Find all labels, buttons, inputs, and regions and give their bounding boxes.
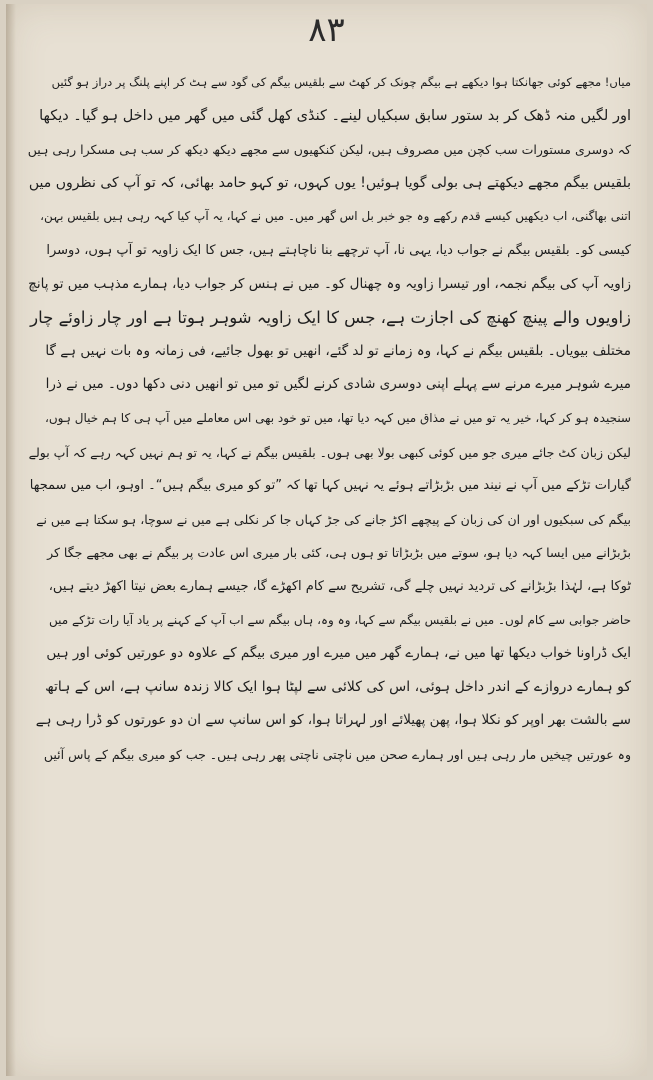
text-line: بلقیس بیگم مجھے دیکھتے ہی بولی گویا ہوئیں! یوں کہوں، تو کہو حامد بھائی، کہ تو آپ کی نظروں میں — [28, 174, 631, 191]
text-line: بڑبڑانے میں ایسا کہہ دیا ہو، سوتے میں بڑبڑاتا تو ہوں ہی، کئی بار میری اس عادت پر بیگم نے بھی مجھے جگا کر — [47, 545, 631, 561]
text-line: مختلف بیویاں۔ بلقیس بیگم نے کہا، وہ زمانے تو لد گئے، انھیں تو بھول جائیے، فی زمانہ وہ بات نہیں ہے گا — [45, 342, 631, 359]
text-line: وہ عورتیں چیخیں مار رہی ہیں اور ہمارے صحن میں ناچتی ناچتی پھر رہی ہیں۔ جب کو میری بیگم کے پاس آئیں — [43, 746, 631, 762]
text-line: اور لگیں منہ ڈھک کر بد ستور سابق سبکیاں لینے۔ کنڈی کھل گئی میں گھر میں داخل ہو گیا۔ دیکھا — [39, 107, 631, 124]
text-line: میرے شوہر میرے مرنے سے پہلے اپنی دوسری شادی کرنے لگیں تو میں تو انھیں دنی دکھا دوں۔ میں نے ذرا — [45, 376, 631, 393]
text-line: سنجیدہ ہو کر کہا، خیر یہ تو میں نے مذاق میں کہہ دیا تھا، میں تو خود بھی اس معاملے میں آپ ہی کا ہم خیال ہوں، — [45, 410, 631, 425]
text-line: سے بالشت بھر اوپر کو نکلا ہوا، پھن پھیلائے اور لہراتا ہوا، کو اس سانپ سے ان دو عورتوں کو ڈرا رہی ہے — [35, 712, 631, 729]
text-line: کہ دوسری مستورات سب کچن میں مصروف ہیں، لیکن کنکھیوں سے مجھے دیکھ دیکھ کر سب ہی مسکرا رہی ہیں — [28, 142, 631, 158]
text-line: میاں! مجھے کوئی جھانکتا ہوا دیکھے ہے بیگم چونک کر کھٹ سے بلقیس بیگم کی گود سے ہٹ کر اپنے پلنگ پر دراز ہو گئیں — [51, 75, 631, 89]
page-number: ۸۳ — [308, 10, 345, 50]
text-line: ٹوکا ہے، لہٰذا بڑبڑانے کی تردید نہیں چلے گی، تشریح سے کام اکھڑے گا، جیسے ہمارے بعض نیتا اکھڑ دیتے ہیں، — [48, 578, 631, 594]
text-line: اتنی بھاگنی، اب دیکھیں کیسے قدم رکھے وہ جو خبر بل اس گھر میں۔ میں نے کہا، یہ آپ کیا کہہ رہی ہیں بلقیس بہن، — [40, 209, 631, 224]
body-text — [28, 66, 631, 771]
text-line: گیارات تڑکے میں آپ نے نیند میں بڑبڑاتے ہوئے یہ نہیں کہا تھا کہ ”تو کو میری بیگم ہیں“۔ اوہو، اب میں سمجھا — [29, 478, 631, 494]
text-line: لیکن زبان کٹ جائے میری جو میں کوئی کبھی بولا بھی ہوں۔ بلقیس بیگم نے کہا، یہ تو ہم نہیں کہہ رہے کہ آپ بولے — [28, 444, 631, 460]
page-binding-shadow — [6, 4, 16, 1076]
text-line: کو ہمارے دروازے کے اندر داخل ہوئی، اس کی کلائی سے لپٹا ہوا ایک کالا زندہ سانپ ہے، اس کے ہاتھ — [45, 678, 631, 695]
text-line: ایک ڈراونا خواب دیکھا تھا میں نے، ہمارے گھر میں میرے اور میری بیگم کے علاوہ دو عورتیں کوئی اور ہیں — [46, 645, 631, 662]
text-line: بیگم کی سبکیوں اور ان کی زبان کے پیچھے اکڑ جانے کی جڑ کہاں جا کر نکلی ہے میں نے سوچا، ہو سکتا ہے میں نے — [36, 511, 631, 527]
book-page — [6, 4, 647, 1076]
text-line: کیسی کو۔ بلقیس بیگم نے جواب دیا، یہی نا، آپ ترچھے بنا ناچاہتے ہیں، جس کا ایک زاویہ تو آپ ہوں، دوسرا — [46, 242, 631, 258]
text-line: حاضر جوابی سے کام لوں۔ میں نے بلقیس بیگم سے کہا، وہ وہ، ہاں بیگم سے اب آپ کے کہنے پر یاد آیا رات تڑکے میں — [49, 612, 631, 627]
text-line: زاویوں والے پینچ کھنچ کی اجازت ہے، جس کا ایک زاویہ شوہر ہوتا ہے اور چار زاوئے چار — [30, 308, 631, 328]
text-line: زاویہ آپ کی بیگم نجمہ، اور تیسرا زاویہ وہ چھنال کو۔ میں نے ہنس کر جواب دیا، ہمارے مذہب میں تو پانچ — [28, 275, 631, 292]
